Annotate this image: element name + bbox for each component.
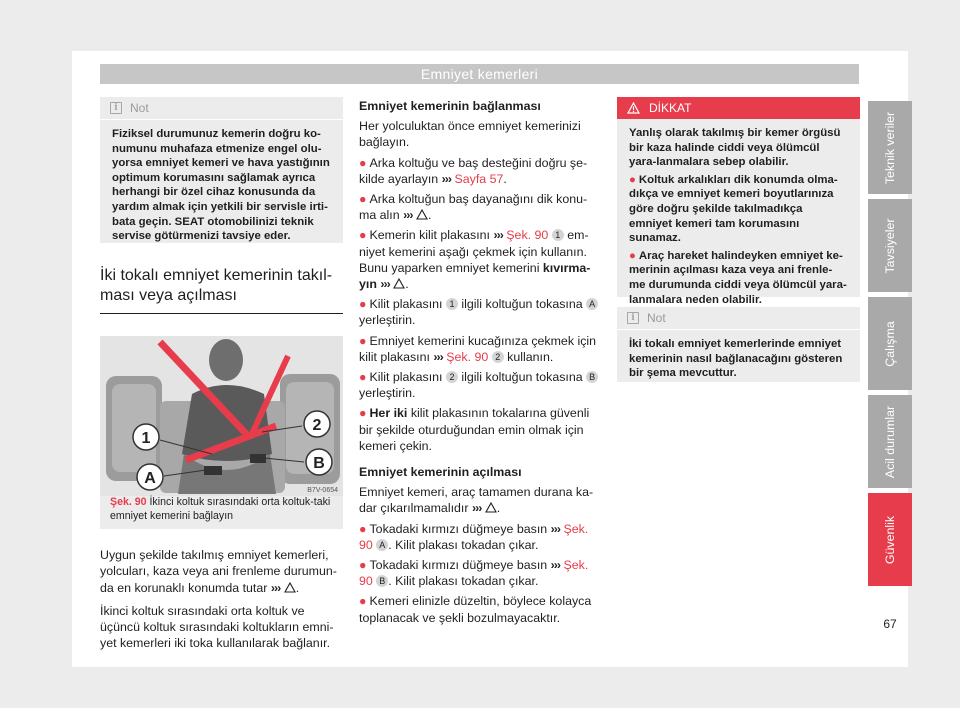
bullet-release-b: ● Tokadaki kırmızı düğmeye basın ››› Şek. 90 B . Kilit plakası tokadan çıkar.	[359, 558, 589, 589]
warning-item: ● Koltuk arkalıkları dik konumda olma-dıkça ve emniyet kemeri boyutlarınıza göre doğru şekilde takılmadıkça emniyet kemeri tam korumasını sunamaz.	[629, 173, 838, 245]
note-label: Not	[130, 100, 149, 115]
note-label: Not	[647, 310, 666, 325]
middle-column	[359, 98, 602, 626]
bullet-text: Arka koltuğun baş dayanağını dik konu-ma alın	[359, 192, 588, 223]
bullet-text: yerleştirin.	[359, 386, 416, 401]
tab-label: Güvenlik	[883, 515, 897, 564]
tab-label: Teknik veriler	[883, 111, 897, 184]
callout-badge-1: 1	[552, 229, 564, 241]
warning-triangle-icon	[627, 102, 640, 114]
bullet-text: Tokadaki kırmızı düğmeye basın	[369, 558, 548, 573]
note-box-right	[617, 307, 860, 382]
figure-caption-text: İkinci koltuk sırasındaki orta koltuk-taki emniyet kemerini bağlayın	[110, 496, 331, 522]
warning-icon	[393, 278, 405, 289]
tab-calisma[interactable]	[868, 297, 912, 390]
tab-guvenlik[interactable]	[868, 493, 912, 586]
tab-teknik-veriler[interactable]	[868, 101, 912, 194]
warning-icon	[284, 582, 296, 593]
note-text: Fiziksel durumunuz kemerin doğru ko-numunu muhafaza etmenize engel olu-yorsa emniyet kemeri ve hava yastığının optimum korumasını sağlamak ayrıca herhangi bir özel cihaz konusunda da yardım almak için yetkili bir servisle irti-bata geçin. SEAT otomobilinizi teknik servise götürmenizi tavsiye eder.	[112, 128, 330, 243]
warning-body	[617, 119, 860, 315]
callout-a: A	[144, 470, 156, 487]
bullet-check: ● Her iki kilit plakasının tokalarına güvenli bir şekilde oturduğundan emin olmak için kemeri çekin.	[359, 406, 590, 453]
bullet-text: kullanın.	[507, 349, 554, 364]
callout-badge-a: A	[586, 298, 598, 310]
bullet-text: ilgili koltuğun tokasına	[461, 370, 583, 385]
bullet-text: Emniyet kemerini kucağınıza çekmek için kilit plakasını	[359, 333, 597, 364]
paragraph-1: Uygun şekilde takılmış emniyet kemerleri, yolcuları, kaza veya ani frenleme durumun-da en korunaklı konumda tutar ››› .	[100, 548, 337, 595]
bullet-insert-a: ● Kilit plakasını 1 ilgili koltuğun tokasına A yerleştirin.	[359, 296, 602, 328]
bullet-text: Kilit plakasını	[369, 297, 443, 312]
callout-badge-2: 2	[446, 371, 458, 383]
warning-icon	[485, 502, 497, 513]
bullet-pull-belt: ● Kemerin kilit plakasını ››› Şek. 90 1 em-niyet kemerini aşağı çekmek için kullanın. Bunu yaparken emniyet kemerini kıvırma-yın ››› .	[359, 228, 591, 292]
note-text: İki tokalı emniyet kemerlerinde emniyet kemerinin nasıl bağlanacağını gösteren bir şema mevcuttur.	[629, 338, 843, 380]
figure-caption	[100, 496, 343, 529]
tab-tavsiyeler[interactable]	[868, 199, 912, 292]
warning-item-text: Araç hareket halindeyken emniyet ke-merinin açılması kaza veya ani frenle-me durumunda ciddi veya ölümcül yara-lanmalara neden olabilir.	[629, 249, 847, 306]
warning-item: ● Araç hareket halindeyken emniyet ke-merinin açılması kaza veya ani frenle-me durumunda ciddi veya ölümcül yara-lanmalara neden olabilir.	[629, 249, 847, 306]
seatbelt-illustration	[100, 336, 343, 496]
bullet-text: Kilit plakasını	[369, 370, 443, 385]
bullet-text: em-niyet kemerini aşağı çekmek için kullanın. Bunu yaparken emniyet kemerini	[359, 228, 589, 275]
figure-ref: Şek. 90	[110, 496, 147, 508]
paragraph-2: İkinci koltuk sırasındaki orta koltuk ve üçüncü koltuk sırasındaki koltukların emni-yet kemerleri iki toka kullanılarak bağlanır.	[100, 603, 334, 651]
callout-badge-b: B	[376, 575, 388, 587]
bullet-straighten: ● Kemeri elinizle düzeltin, böylece kolayca toplanacak ve şekli bozulmayacaktır.	[359, 594, 592, 625]
tab-label: Tavsiyeler	[883, 217, 897, 274]
figure-ref-link[interactable]: Şek. 90	[446, 349, 489, 364]
section-header: Emniyet kemerleri	[100, 64, 859, 84]
bullet-text: . Kilit plakası tokadan çıkar.	[388, 537, 539, 552]
callout-badge-1: 1	[446, 298, 458, 310]
figure-ref-link[interactable]: Şek. 90	[359, 558, 589, 589]
bullet-release-a: ● Tokadaki kırmızı düğmeye basın ››› Şek. 90 A . Kilit plakası tokadan çıkar.	[359, 521, 589, 552]
bullet-text: Tokadaki kırmızı düğmeye basın	[369, 521, 548, 536]
bullet-text: Kemerin kilit plakasını	[369, 228, 490, 243]
note-header	[100, 97, 343, 120]
bullet-text: . Kilit plakası tokadan çıkar.	[388, 574, 539, 589]
figure-code: B7V-0654	[307, 487, 338, 494]
intro-text-2: Emniyet kemeri, araç tamamen durana ka-dar çıkarılmamalıdır ››› .	[359, 485, 594, 516]
subheading-unfasten: Emniyet kemerinin açılması	[359, 465, 522, 480]
bullet-text: ilgili koltuğun tokasına	[461, 297, 583, 312]
bullet-text: yerleştirin.	[359, 313, 416, 328]
callout-badge-2: 2	[492, 351, 504, 363]
ref-arrows: ›››	[270, 580, 281, 595]
section-heading: İki tokalı emniyet kemerinin takıl-ması veya açılması	[100, 266, 343, 314]
bullet-insert-b: ● Kilit plakasını 2 ilgili koltuğun tokasına B yerleştirin.	[359, 369, 602, 401]
bullet-adjust-seat: ● Arka koltuğu ve baş desteğini doğru şe-kilde ayarlayın ››› Sayfa 57.	[359, 155, 588, 186]
figure-ref-link[interactable]: Şek. 90	[359, 521, 589, 552]
bullet-lap-belt: ● Emniyet kemerini kucağınıza çekmek için kilit plakasını ››› Şek. 90 2 kullanın.	[359, 333, 597, 364]
bold-text: Her iki	[369, 406, 408, 421]
subheading-fasten: Emniyet kemerinin bağlanması	[359, 99, 541, 113]
intro-text: Her yolculuktan önce emniyet kemerinizi bağlayın.	[359, 119, 581, 150]
note-box	[100, 97, 343, 243]
warning-intro: Yanlış olarak takılmış bir kemer örgüsü bir kaza halinde ciddi veya ölümcül yara-lanmalara sebep olabilir.	[629, 127, 841, 169]
callout-b: B	[313, 455, 325, 472]
intro-2-text: Emniyet kemeri, araç tamamen durana ka-dar çıkarılmamalıdır	[359, 485, 594, 516]
page-number: 67	[883, 617, 897, 631]
tab-label: Çalışma	[883, 320, 897, 367]
warning-icon	[416, 209, 428, 220]
note-header	[617, 307, 860, 330]
paragraph-1-text: Uygun şekilde takılmış emniyet kemerleri, yolcuları, kaza veya ani frenleme durumun-da en korunaklı konumda tutar	[100, 548, 337, 595]
info-icon: i	[627, 312, 639, 324]
figure	[100, 336, 343, 515]
bullet-text: Kemeri elinizle düzeltin, böylece kolayca toplanacak ve şekli bozulmayacaktır.	[359, 594, 592, 625]
callout-2: 2	[312, 417, 322, 434]
callout-1: 1	[141, 430, 151, 447]
bold-text: kıvırma-yın	[359, 260, 591, 292]
warning-box	[617, 97, 860, 306]
bullet-text: Arka koltuğu ve baş desteğini doğru şe-kilde ayarlayın	[359, 155, 588, 186]
tab-acil-durumlar[interactable]	[868, 395, 912, 488]
tab-label: Acil durumlar	[883, 405, 897, 478]
figure-ref-link[interactable]: Şek. 90	[506, 228, 549, 243]
callout-badge-b: B	[586, 371, 598, 383]
left-column	[100, 97, 343, 651]
warning-label: DİKKAT	[649, 100, 692, 115]
warning-item-text: Koltuk arkalıkları dik konumda olma-dıkça ve emniyet kemeri boyutlarınıza göre doğru şekilde takılmadıkça emniyet kemeri tam korumasını sunamaz.	[629, 173, 838, 245]
right-column	[617, 97, 860, 382]
warning-header	[617, 97, 860, 119]
bullet-text: kilit plakasının tokalarına güvenli bir şekilde oturduğundan emin olmak için kemeri çekin.	[359, 406, 590, 453]
bullet-headrest: ● Arka koltuğun baş dayanağını dik konu-ma alın ››› .	[359, 192, 588, 223]
callout-badge-a: A	[376, 539, 388, 551]
info-icon: i	[110, 102, 122, 114]
page-ref-link[interactable]: Sayfa 57	[454, 171, 504, 186]
